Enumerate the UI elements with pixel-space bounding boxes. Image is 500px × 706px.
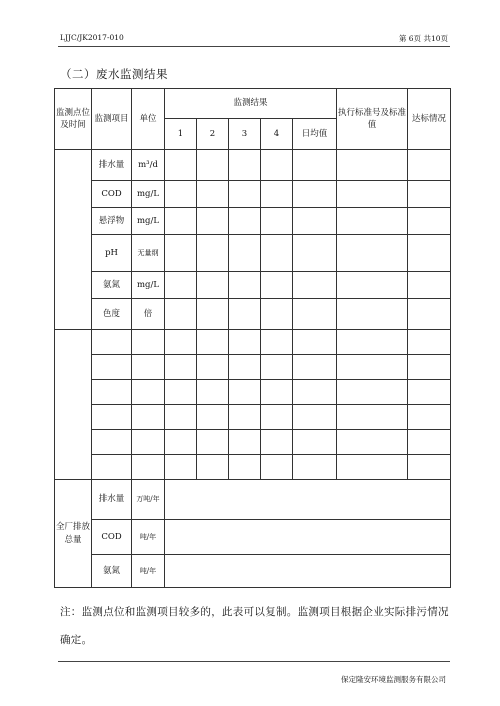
value-cell: [165, 520, 451, 555]
head-standard: 执行标准号及标准值: [337, 89, 408, 150]
item-cell: 排水量: [92, 480, 132, 520]
item-cell: 氨氮: [92, 272, 132, 299]
unit-cell: mg/L: [132, 181, 165, 208]
unit-cell: mg/L: [132, 208, 165, 235]
section-title: （二）废水监测结果: [60, 67, 168, 81]
head-result-1: 1: [165, 119, 197, 150]
head-result-2: 2: [197, 119, 229, 150]
table-row: [55, 380, 451, 405]
location-cell: [55, 150, 92, 330]
unit-cell: 倍: [132, 299, 165, 330]
unit-cell: 吨/年: [132, 555, 165, 588]
company-name: 保定隆安环境监测服务有限公司: [341, 675, 446, 684]
head-unit: 单位: [132, 89, 165, 150]
table-row: [55, 208, 451, 235]
head-daily-average: 日均值: [293, 119, 337, 150]
unit-cell: 吨/年: [132, 520, 165, 555]
table-row: [55, 355, 451, 380]
total-emission-label: 全厂排放总量: [55, 480, 92, 588]
item-cell: COD: [92, 181, 132, 208]
head-compliance: 达标情况: [408, 89, 451, 150]
table-row: [55, 299, 451, 330]
unit-cell: 万吨/年: [132, 480, 165, 520]
item-cell: 悬浮物: [92, 208, 132, 235]
item-cell: 色度: [92, 299, 132, 330]
item-cell: pH: [92, 235, 132, 272]
head-result-4: 4: [261, 119, 293, 150]
value-cell: [165, 480, 451, 520]
table-note: 注：监测点位和监测项目较多的，此表可以复制。监测项目根据企业实际排污情况确定。: [60, 606, 449, 646]
table-row: [55, 405, 451, 430]
unit-cell: mg/L: [132, 272, 165, 299]
document-code: LJJC/JK2017-010: [60, 33, 124, 42]
table-row: [55, 480, 451, 520]
table-row: [55, 150, 451, 181]
table-row: [55, 235, 451, 272]
table-row: [55, 520, 451, 555]
item-cell: 氨氮: [92, 555, 132, 588]
location-cell: [55, 330, 92, 480]
wastewater-results-table: [54, 88, 451, 588]
table-row: [55, 181, 451, 208]
unit-cell: 无量纲: [132, 235, 165, 272]
item-cell: COD: [92, 520, 132, 555]
head-location: 监测点位及时间: [55, 89, 92, 150]
unit-cell: m³/d: [132, 150, 165, 181]
table-row: [55, 272, 451, 299]
head-result-3: 3: [229, 119, 261, 150]
head-item: 监测项目: [92, 89, 132, 150]
table-row: [55, 555, 451, 588]
table-row: [55, 455, 451, 480]
page-number: 第 6页 共10页: [398, 34, 448, 43]
table-row: [55, 330, 451, 355]
table-row: [55, 430, 451, 455]
footer-divider: [58, 661, 450, 662]
head-results: 监测结果: [165, 89, 337, 119]
header-divider: [58, 46, 450, 47]
item-cell: 排水量: [92, 150, 132, 181]
value-cell: [165, 555, 451, 588]
